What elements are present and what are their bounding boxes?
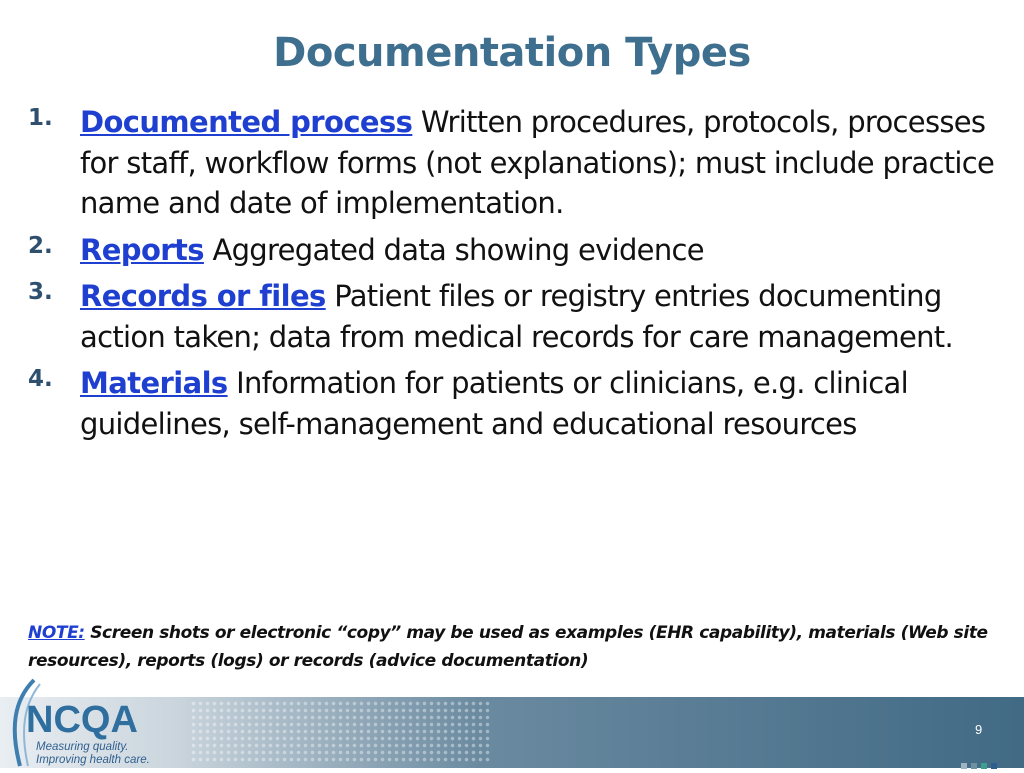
nav-square-icon bbox=[961, 763, 967, 769]
list-item-term: Records or files bbox=[80, 279, 326, 313]
slide-title: Documentation Types bbox=[273, 30, 751, 76]
list-item-number: 3. bbox=[28, 279, 53, 305]
list-item bbox=[28, 102, 1008, 224]
list-item-description: Information for patients or clinicians, e.g. clinical guidelines, self-management and educational resources bbox=[80, 366, 908, 441]
list-item-term: Reports bbox=[80, 232, 204, 267]
logo-tagline-2: Improving health care. bbox=[36, 754, 150, 766]
list-item-term: Documented process bbox=[80, 105, 413, 139]
list-item-number: 2. bbox=[28, 232, 53, 259]
list-item-number: 1. bbox=[28, 105, 53, 131]
page-number: 9 bbox=[975, 722, 983, 737]
ncqa-logo-icon bbox=[0, 676, 180, 768]
slide-nav-squares bbox=[961, 754, 1001, 773]
ncqa-logo bbox=[0, 676, 180, 768]
list-item-description: Patient files or registry entries documenting action taken; data from medical records for care management. bbox=[80, 279, 953, 354]
logo-tagline-1: Measuring quality. bbox=[36, 741, 129, 753]
list-item bbox=[28, 363, 1008, 444]
list-item bbox=[28, 276, 1008, 357]
footer-dot-pattern bbox=[190, 700, 490, 762]
list-item-number: 4. bbox=[28, 366, 53, 392]
nav-square-icon bbox=[971, 763, 977, 769]
note-paragraph bbox=[28, 619, 1003, 675]
logo-wordmark: NCQA bbox=[26, 699, 138, 741]
list-item-term: Materials bbox=[80, 366, 228, 400]
documentation-types-list bbox=[28, 102, 1008, 450]
nav-square-icon bbox=[981, 763, 987, 769]
list-item-description: Written procedures, protocols, processes for staff, workflow forms (not explanations); must include practice name and date of implementation. bbox=[80, 105, 995, 220]
list-item bbox=[28, 230, 1008, 271]
list-item-description: Aggregated data showing evidence bbox=[212, 232, 704, 267]
note-text: Screen shots or electronic “copy” may be used as examples (EHR capability), materials (Web site resources), reports (logs) or records (advice documentation) bbox=[28, 623, 988, 671]
note-label: NOTE: bbox=[28, 623, 85, 643]
nav-square-icon bbox=[991, 763, 997, 769]
